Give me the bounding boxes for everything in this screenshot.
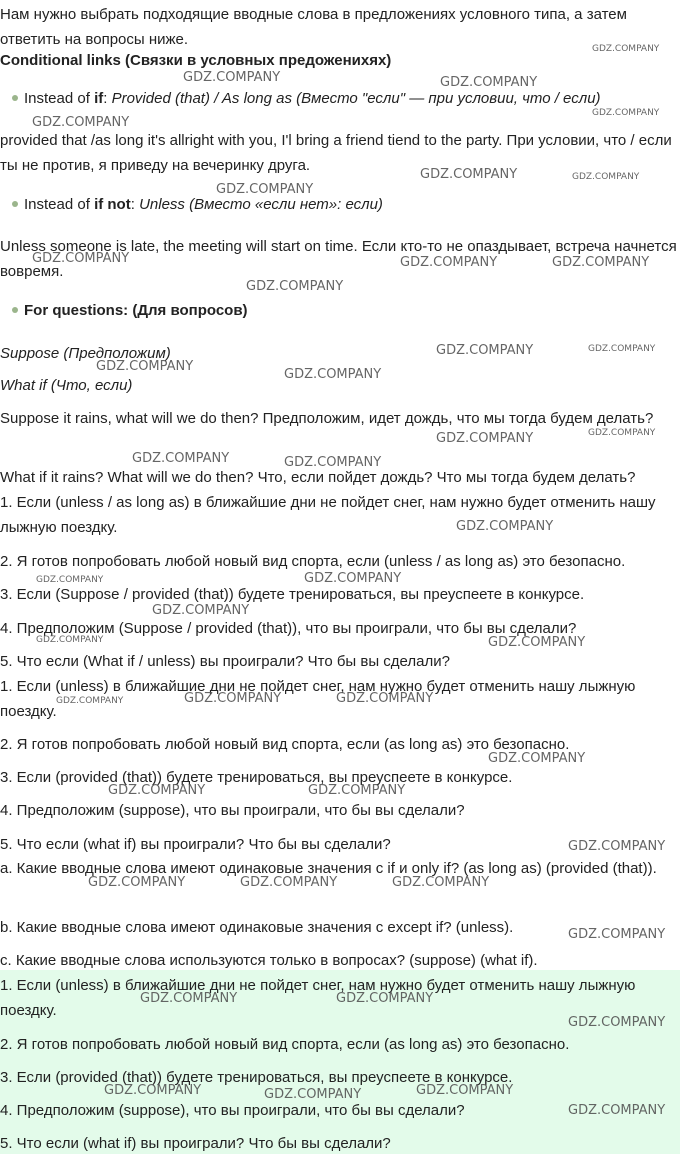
watermark: GDZ.COMPANY	[392, 875, 490, 890]
answer-1: 1. Если (unless) в ближайшие дни не пойдет снег, нам нужно будет отменить нашу лыжную поездку.	[0, 678, 636, 720]
task-4: 4. Предположим (Suppose / provided (that)), что вы проиграли, что бы вы сделали?	[0, 620, 577, 637]
watermark: GDZ.COMPANY	[488, 635, 586, 650]
task-5: 5. Что если (What if / unless) вы проиграли? Что бы вы сделали?	[0, 653, 450, 670]
watermark: GDZ.COMPANY	[416, 1083, 514, 1098]
example-suppose: Suppose it rains, what will we do then? Предположим, идет дождь, что мы тогда будем делать?	[0, 410, 654, 427]
question-c: c. Какие вводные слова используются только в вопросах? (suppose) (what if).	[0, 952, 538, 969]
watermark: GDZ.COMPANY	[588, 344, 656, 354]
watermark: GDZ.COMPANY	[32, 251, 130, 266]
watermark: GDZ.COMPANY	[36, 575, 104, 585]
watermark: GDZ.COMPANY	[572, 172, 640, 182]
example-provided: provided that /as long it's allright with you, I'l bring a friend tiend to the party. При условии, что / если ты не против, я приведу на вечеринку друга.	[0, 132, 672, 174]
watermark: GDZ.COMPANY	[488, 751, 586, 766]
answer-2: 2. Я готов попробовать любой новый вид спорта, если (as long as) это безопасно.	[0, 736, 570, 753]
watermark: GDZ.COMPANY	[36, 635, 104, 645]
watermark: GDZ.COMPANY	[108, 783, 206, 798]
watermark: GDZ.COMPANY	[400, 255, 498, 270]
bullet-questions: For questions: (Для вопросов)	[24, 302, 248, 319]
answer-5: 5. Что если (what if) вы проиграли? Что бы вы сделали?	[0, 836, 391, 853]
question-b: b. Какие вводные слова имеют одинаковые значения с except if? (unless).	[0, 919, 514, 936]
section-heading: Conditional links (Связки в условных предоженихях)	[0, 52, 392, 69]
question-a: a. Какие вводные слова имеют одинаковые значения с if и only if? (as long as) (provided (that)).	[0, 860, 657, 877]
watermark: GDZ.COMPANY	[436, 343, 534, 358]
answer-box-4: 4. Предположим (suppose), что вы проиграли, что бы вы сделали?	[0, 1102, 465, 1119]
answer-box-1: 1. Если (unless) в ближайшие дни не пойдет снег, нам нужно будет отменить нашу лыжную поездку.	[0, 977, 636, 1019]
answer-box-2: 2. Я готов попробовать любой новый вид спорта, если (as long as) это безопасно.	[0, 1036, 570, 1053]
watermark: GDZ.COMPANY	[568, 1015, 666, 1030]
watermark: GDZ.COMPANY	[436, 431, 534, 446]
watermark: GDZ.COMPANY	[592, 108, 660, 118]
watermark: GDZ.COMPANY	[284, 367, 382, 382]
watermark: GDZ.COMPANY	[88, 875, 186, 890]
watermark: GDZ.COMPANY	[246, 279, 344, 294]
watermark: GDZ.COMPANY	[216, 182, 314, 197]
example-unless: Unless someone is late, the meeting will start on time. Если кто-то не опаздывает, встреча начнется вовремя.	[0, 238, 677, 280]
task-3: 3. Если (Suppose / provided (that)) будете тренироваться, вы преуспеете в конкурсе.	[0, 586, 585, 603]
bullet-dot	[12, 95, 18, 101]
watermark: GDZ.COMPANY	[420, 167, 518, 182]
intro-text: Нам нужно выбрать подходящие вводные слова в предложениях условного типа, а затем ответить на вопросы ниже.	[0, 6, 627, 48]
watermark: GDZ.COMPANY	[132, 451, 230, 466]
whatif-label: What if (Что, если)	[0, 377, 133, 394]
answer-box-5: 5. Что если (what if) вы проиграли? Что бы вы сделали?	[0, 1135, 391, 1152]
watermark: GDZ.COMPANY	[308, 783, 406, 798]
watermark: GDZ.COMPANY	[336, 991, 434, 1006]
bullet-dot	[12, 307, 18, 313]
answer-3: 3. Если (provided (that)) будете тренироваться, вы преуспеете в конкурсе.	[0, 769, 513, 786]
watermark: GDZ.COMPANY	[56, 696, 124, 706]
watermark: GDZ.COMPANY	[96, 359, 194, 374]
task-2: 2. Я готов попробовать любой новый вид спорта, если (unless / as long as) это безопасно.	[0, 553, 626, 570]
bullet-if: Instead of if: Provided (that) / As long as (Вместо "если" — при условии, что / если)	[24, 90, 601, 107]
watermark: GDZ.COMPANY	[568, 1103, 666, 1118]
watermark: GDZ.COMPANY	[184, 691, 282, 706]
example-whatif: What if it rains? What will we do then? Что, если пойдет дождь? Что мы тогда будем делать?	[0, 469, 636, 486]
watermark: GDZ.COMPANY	[456, 519, 554, 534]
answer-4: 4. Предположим (suppose), что вы проиграли, что бы вы сделали?	[0, 802, 465, 819]
watermark: GDZ.COMPANY	[264, 1087, 362, 1102]
watermark: GDZ.COMPANY	[183, 70, 281, 85]
watermark: GDZ.COMPANY	[32, 115, 130, 130]
watermark: GDZ.COMPANY	[140, 991, 238, 1006]
answer-box-3: 3. Если (provided (that)) будете тренироваться, вы преуспеете в конкурсе.	[0, 1069, 513, 1086]
suppose-label: Suppose (Предположим)	[0, 345, 171, 362]
watermark: GDZ.COMPANY	[552, 255, 650, 270]
watermark: GDZ.COMPANY	[440, 75, 538, 90]
watermark: GDZ.COMPANY	[240, 875, 338, 890]
bullet-if-not: Instead of if not: Unless (Вместо «если нет»: если)	[24, 196, 383, 213]
watermark: GDZ.COMPANY	[568, 927, 666, 942]
task-1: 1. Если (unless / as long as) в ближайшие дни не пойдет снег, нам нужно будет отменить нашу лыжную поездку.	[0, 494, 656, 536]
bullet-dot	[12, 201, 18, 207]
watermark: GDZ.COMPANY	[284, 455, 382, 470]
watermark: GDZ.COMPANY	[568, 839, 666, 854]
watermark: GDZ.COMPANY	[588, 428, 656, 438]
watermark: GDZ.COMPANY	[336, 691, 434, 706]
watermark: GDZ.COMPANY	[304, 571, 402, 586]
watermark: GDZ.COMPANY	[104, 1083, 202, 1098]
watermark: GDZ.COMPANY	[592, 44, 660, 54]
watermark: GDZ.COMPANY	[152, 603, 250, 618]
